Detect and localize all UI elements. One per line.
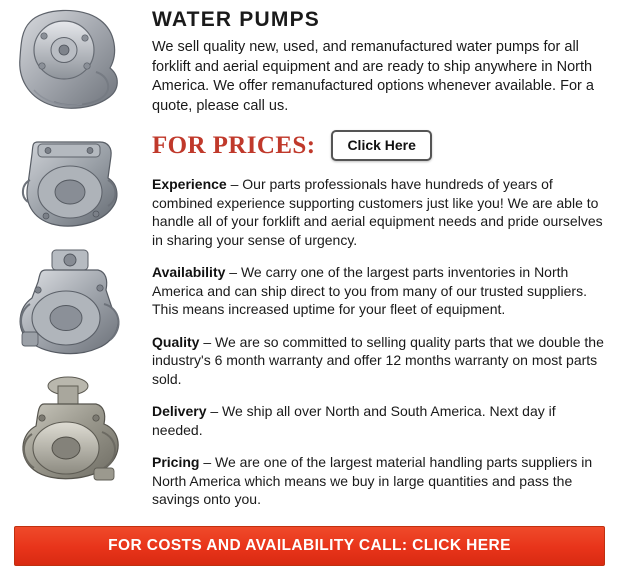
cta-banner-button[interactable] xyxy=(14,526,605,566)
water-pump-image-1 xyxy=(8,6,138,124)
feature-pricing xyxy=(152,453,604,509)
feature-availability-text: – We carry one of the largest parts inventories in North America and can ship direct to you from many of our trusted suppliers. This means increased uptime for your fleet of equipment. xyxy=(152,264,587,317)
page-title: WATER PUMPS xyxy=(152,8,320,31)
feature-pricing-name: Pricing xyxy=(152,454,200,470)
click-here-button[interactable]: Click Here xyxy=(331,130,431,161)
feature-quality xyxy=(152,333,604,389)
feature-availability xyxy=(152,263,604,319)
feature-quality-name: Quality xyxy=(152,333,200,350)
content-column xyxy=(152,0,604,523)
feature-experience-name: Experience xyxy=(152,176,227,192)
feature-experience xyxy=(152,175,604,249)
for-prices-label: FOR PRICES: xyxy=(152,131,316,159)
feature-availability-name: Availability xyxy=(152,264,226,280)
feature-pricing-text: – We are one of the largest material handling parts suppliers in North America which means we buy in large quantities and pass the savings onto you. xyxy=(152,454,593,507)
feature-experience-text: – Our parts professionals have hundreds of years of combined experience supporting customers just like you! We are able to handle all of your forklift and aerial equipment needs and pride ourselves in sharing your sense of urgency. xyxy=(152,176,603,248)
feature-delivery-name: Delivery xyxy=(152,403,207,419)
water-pump-image-3 xyxy=(8,246,142,372)
water-pump-photo-1-graphic xyxy=(8,6,138,124)
for-prices-row xyxy=(152,130,604,161)
intro-paragraph: We sell quality new, used, and remanufactured water pumps for all forklift and aerial equipment and are ready to ship anywhere in North America. We offer remanufactured options whenever available. For a quote, please call us. xyxy=(152,39,594,114)
water-pump-image-4 xyxy=(8,372,142,502)
cta-banner-label: FOR COSTS AND AVAILABILITY CALL: CLICK HERE xyxy=(108,537,511,554)
feature-quality-text: – We are so committed to selling quality parts that we double the industry's 6 month warranty and offer 12 months warranty on most parts sold. xyxy=(152,333,604,387)
water-pump-image-2 xyxy=(8,136,138,246)
feature-delivery xyxy=(152,402,604,439)
water-pump-photo-2-graphic xyxy=(8,136,138,246)
feature-delivery-text: – We ship all over North and South America. Next day if needed. xyxy=(152,403,556,438)
water-pump-photo-3-graphic xyxy=(8,246,142,372)
water-pump-photo-4-graphic xyxy=(8,372,142,502)
